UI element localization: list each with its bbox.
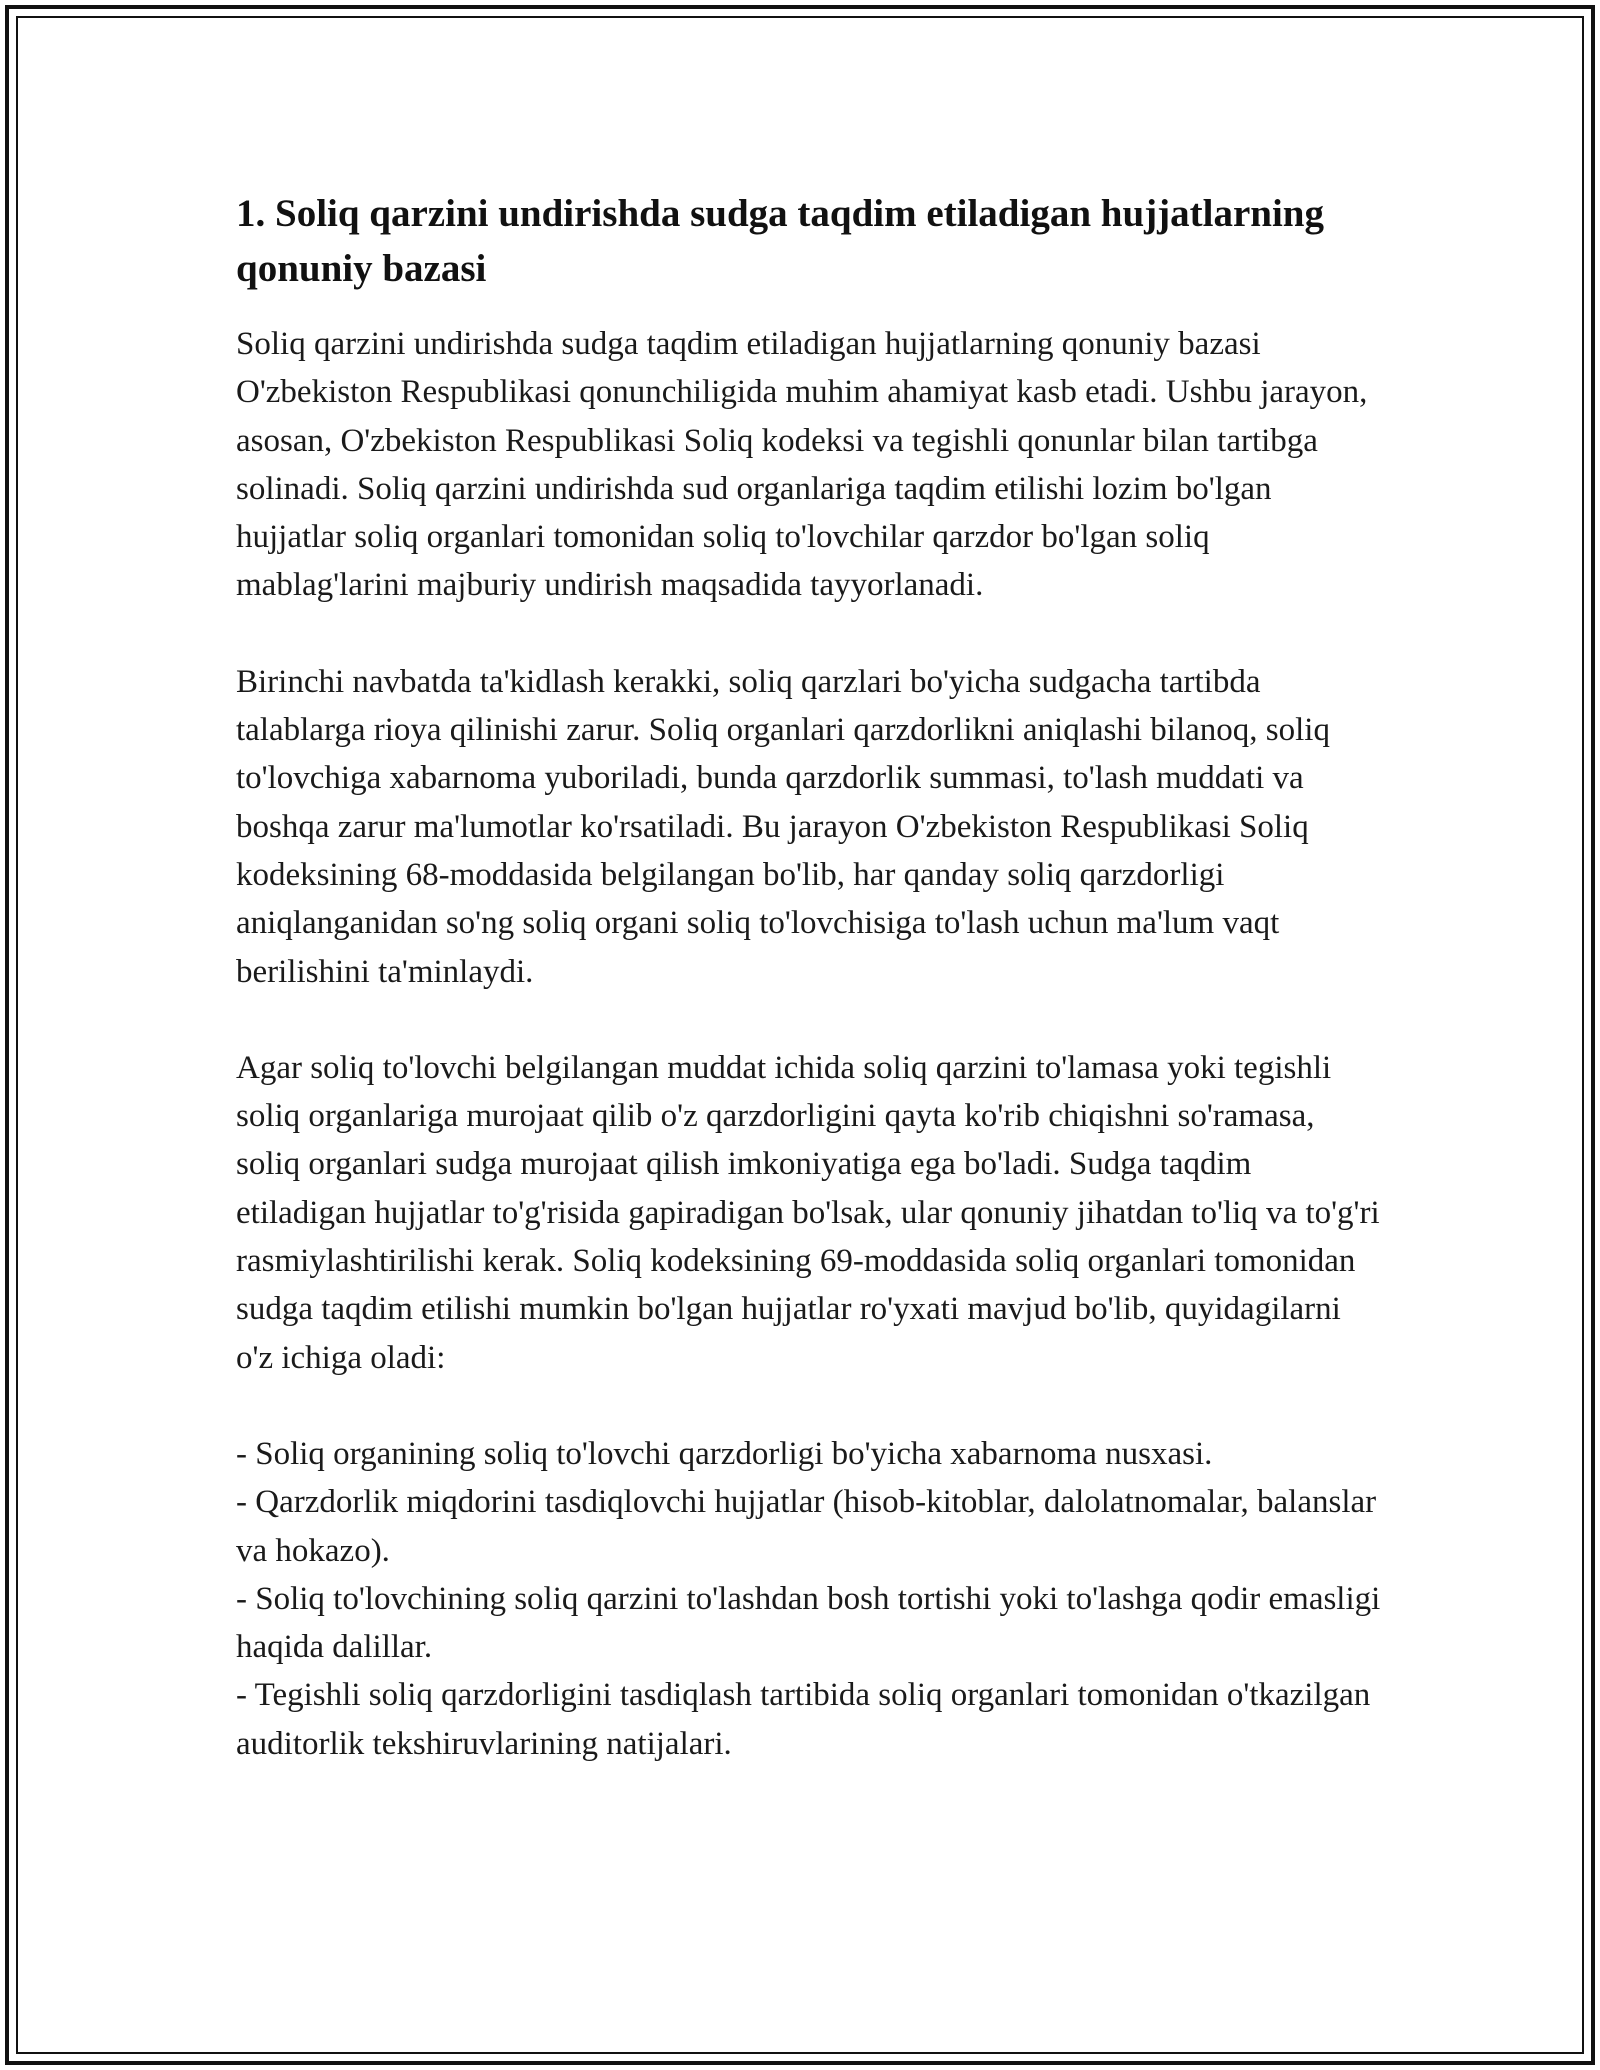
document-body	[236, 186, 1386, 1768]
list-item: - Qarzdorlik miqdorini tasdiqlovchi hujjatlar (hisob-kitoblar, dalolatnomalar, balanslar va hokazo).	[236, 1484, 1377, 1569]
document-list	[236, 1430, 1386, 1768]
paragraph-3: Agar soliq to'lovchi belgilangan muddat ichida soliq qarzini to'lamasa yoki tegishli soliq organlariga murojaat qilib o'z qarzdorligini qayta ko'rib chiqishni so'ramasa, soliq organlari sudga murojaat qilish imkoniyatiga ega bo'ladi. Sudga taqdim etiladigan hujjatlar to'g'risida gapiradigan bo'lsak, ular qonuniy jihatdan to'liq va to'g'ri rasmiylashtirilishi kerak. Soliq kodeksining 69-moddasida soliq organlari tomonidan sudga taqdim etilishi mumkin bo'lgan hujjatlar ro'yxati mavjud bo'lib, quyidagilarni o'z ichiga oladi:	[236, 1049, 1380, 1376]
section-title: 1. Soliq qarzini undirishda sudga taqdim etiladigan hujjatlarning qonuniy bazasi	[236, 192, 1324, 290]
paragraph-1: Soliq qarzini undirishda sudga taqdim etiladigan hujjatlarning qonuniy bazasi O'zbekiston Respublikasi qonunchiligida muhim ahamiyat kasb etadi. Ushbu jarayon, asosan, O'zbekiston Respublikasi Soliq kodeksi va tegishli qonunlar bilan tartibga solinadi. Soliq qarzini undirishda sud organlariga taqdim etilishi lozim bo'lgan hujjatlar soliq organlari tomonidan soliq to'lovchilar qarzdor bo'lgan soliq mablag'larini majburiy undirish maqsadida tayyorlanadi.	[236, 326, 1368, 604]
list-item: - Tegishli soliq qarzdorligini tasdiqlash tartibida soliq organlari tomonidan o'tkazilgan auditorlik tekshiruvlarining natijalari.	[236, 1677, 1371, 1762]
list-item: - Soliq organining soliq to'lovchi qarzdorligi bo'yicha xabarnoma nusxasi.	[236, 1435, 1213, 1472]
list-item: - Soliq to'lovchining soliq qarzini to'lashdan bosh tortishi yoki to'lashga qodir emasligi haqida dalillar.	[236, 1580, 1381, 1666]
paragraph-2: Birinchi navbatda ta'kidlash kerakki, soliq qarzlari bo'yicha sudgacha tartibda talablarga rioya qilinishi zarur. Soliq organlari qarzdorlikni aniqlashi bilanoq, soliq to'lovchiga xabarnoma yuboriladi, bunda qarzdorlik summasi, to'lash muddati va boshqa zarur ma'lumotlar ko'rsatiladi. Bu jarayon O'zbekiston Respublikasi Soliq kodeksining 68-moddasida belgilangan bo'lib, har qanday soliq qarzdorligi aniqlanganidan so'ng soliq organi soliq to'lovchisiga to'lash uchun ma'lum vaqt berilishini ta'minlaydi.	[236, 663, 1330, 990]
